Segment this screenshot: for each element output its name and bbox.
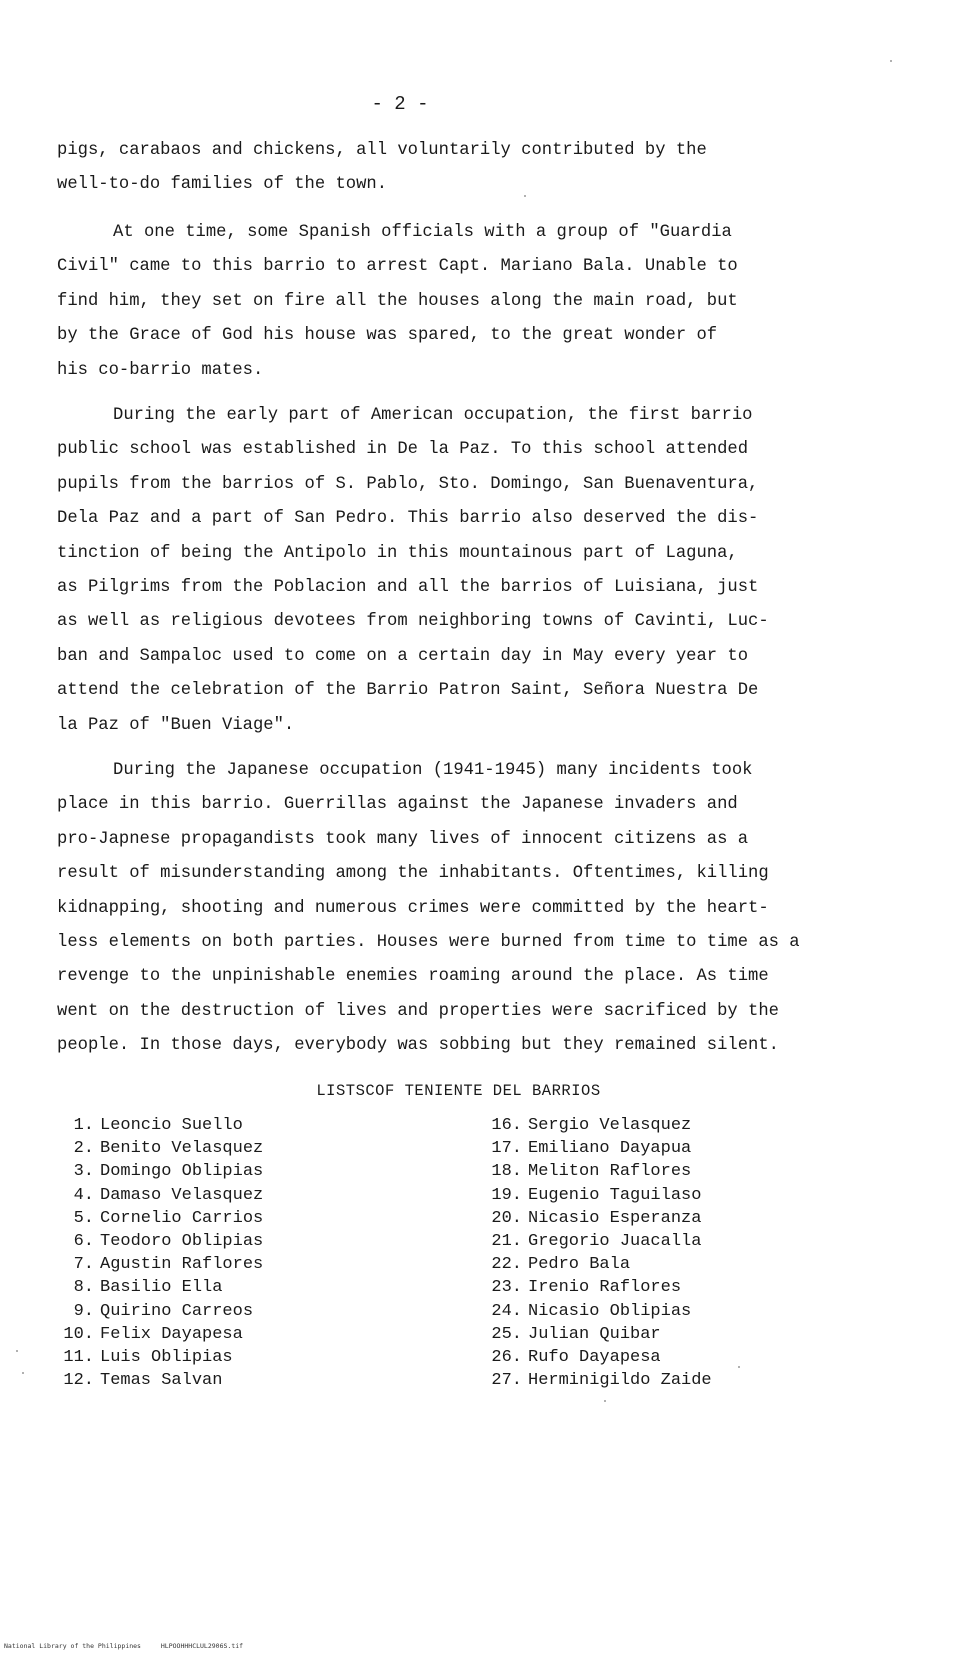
- text-line: attend the celebration of the Barrio Patron Saint, Señora Nuestra De: [57, 681, 759, 701]
- list-item: [478, 1114, 712, 1137]
- text-line: well-to-do families of the town.: [57, 175, 388, 195]
- text-line: During the early part of American occupation, the first barrio: [113, 406, 753, 425]
- list-item: [478, 1230, 712, 1253]
- list-item: [50, 1323, 263, 1346]
- item-name: Eugenio Taguilaso: [528, 1185, 702, 1205]
- item-number: 23.: [491, 1278, 522, 1298]
- text-line: kidnapping, shooting and numerous crimes were committed by the heart-: [57, 898, 769, 918]
- item-number: 27.: [491, 1371, 522, 1391]
- scan-footer: [4, 1642, 243, 1650]
- item-name: Luis Oblipias: [100, 1348, 233, 1368]
- list-item: [50, 1253, 263, 1276]
- list-item: [478, 1137, 712, 1160]
- item-number: 11.: [63, 1348, 94, 1368]
- item-number: 20.: [491, 1208, 522, 1228]
- item-name: Pedro Bala: [528, 1255, 631, 1275]
- list-item: [50, 1137, 263, 1160]
- list-item: [50, 1114, 263, 1137]
- list-title: LISTSCOF TENIENTE DEL BARRIOS: [316, 1082, 601, 1100]
- item-name: Damaso Velasquez: [100, 1185, 264, 1205]
- text-line: people. In those days, everybody was sobbing but they remained silent.: [57, 1036, 779, 1056]
- page-number: - 2 -: [371, 93, 429, 115]
- list-item: [50, 1160, 263, 1183]
- list-item: [50, 1300, 263, 1323]
- list-item: [50, 1369, 263, 1392]
- item-name: Nicasio Oblipias: [528, 1301, 692, 1321]
- item-name: Julian Quibar: [528, 1324, 661, 1344]
- scan-speck: [604, 1400, 606, 1402]
- item-number: 2.: [73, 1139, 94, 1159]
- item-name: Cornelio Carrios: [100, 1208, 264, 1228]
- item-number: 21.: [491, 1232, 522, 1252]
- text-line: his co-barrio mates.: [57, 360, 264, 380]
- item-number: 24.: [491, 1301, 522, 1321]
- list-item: [50, 1230, 263, 1253]
- text-line: as well as religious devotees from neighboring towns of Cavinti, Luc-: [57, 612, 769, 632]
- text-line: by the Grace of God his house was spared, to the great wonder of: [57, 326, 718, 346]
- item-number: 4.: [73, 1185, 94, 1205]
- item-number: 16.: [491, 1116, 522, 1135]
- item-name: Quirino Carreos: [100, 1301, 254, 1321]
- item-name: Emiliano Dayapua: [528, 1139, 692, 1159]
- item-name: Nicasio Esperanza: [528, 1208, 702, 1228]
- item-number: 3.: [73, 1162, 94, 1182]
- text-line: revenge to the unpinishable enemies roaming around the place. As time: [57, 967, 769, 987]
- text-line: During the Japanese occupation (1941-1945) many incidents took: [113, 761, 753, 780]
- text-line: as Pilgrims from the Poblacion and all the barrios of Luisiana, just: [57, 578, 759, 598]
- item-name: Temas Salvan: [100, 1371, 223, 1391]
- item-name: Basilio Ella: [100, 1278, 223, 1298]
- text-line: ban and Sampaloc used to come on a certain day in May every year to: [57, 646, 749, 666]
- text-line: went on the destruction of lives and properties were sacrificed by the: [57, 1001, 779, 1021]
- text-line: public school was established in De la Paz. To this school attended: [57, 440, 749, 460]
- item-name: Meliton Raflores: [528, 1162, 692, 1182]
- text-line: la Paz of "Buen Viage".: [57, 715, 295, 735]
- list-item: [478, 1160, 712, 1183]
- item-number: 7.: [73, 1255, 94, 1275]
- text-line: pigs, carabaos and chickens, all voluntarily contributed by the: [57, 141, 707, 160]
- scan-speck: [524, 195, 526, 197]
- item-number: 18.: [491, 1162, 522, 1182]
- item-number: 1.: [73, 1116, 94, 1135]
- list-item: [478, 1253, 712, 1276]
- text-line: find him, they set on fire all the houses along the main road, but: [57, 291, 738, 311]
- item-number: 19.: [491, 1185, 522, 1205]
- scan-speck: [22, 1372, 24, 1374]
- teniente-list-right: [478, 1114, 712, 1392]
- paragraph-4: [57, 754, 897, 1064]
- footer-library: National Library of the Philippines: [4, 1642, 141, 1650]
- text-line: Dela Paz and a part of San Pedro. This barrio also deserved the dis-: [57, 509, 759, 529]
- scan-speck: [738, 1366, 740, 1368]
- item-name: Domingo Oblipias: [100, 1162, 264, 1182]
- scan-speck: [16, 1350, 18, 1352]
- item-number: 26.: [491, 1348, 522, 1368]
- item-name: Benito Velasquez: [100, 1139, 264, 1159]
- text-line: At one time, some Spanish officials with a group of "Guardia: [113, 223, 732, 242]
- item-number: 12.: [63, 1371, 94, 1391]
- item-number: 10.: [63, 1324, 94, 1344]
- item-number: 6.: [73, 1232, 94, 1252]
- item-name: Agustin Raflores: [100, 1255, 264, 1275]
- item-name: Rufo Dayapesa: [528, 1348, 661, 1368]
- footer-file: HLPOOHHHCLUL2906S.tif: [160, 1642, 244, 1650]
- paragraph-1: [57, 134, 897, 203]
- text-line: pupils from the barrios of S. Pablo, Sto. Domingo, San Buenaventura,: [57, 474, 759, 494]
- paragraph-3: [57, 399, 897, 743]
- item-number: 22.: [491, 1255, 522, 1275]
- item-name: Irenio Raflores: [528, 1278, 682, 1298]
- item-name: Herminigildo Zaide: [528, 1371, 712, 1391]
- list-item: [478, 1276, 712, 1299]
- text-line: less elements on both parties. Houses were burned from time to time as a: [57, 933, 800, 953]
- item-name: Sergio Velasquez: [528, 1116, 692, 1135]
- item-name: Gregorio Juacalla: [528, 1232, 702, 1252]
- list-item: [50, 1276, 263, 1299]
- list-item: [50, 1207, 263, 1230]
- list-item: [478, 1300, 712, 1323]
- scan-speck: [890, 60, 892, 62]
- list-item: [478, 1184, 712, 1207]
- list-item: [478, 1346, 712, 1369]
- item-name: Felix Dayapesa: [100, 1324, 243, 1344]
- text-line: result of misunderstanding among the inhabitants. Oftentimes, killing: [57, 864, 769, 884]
- text-line: Civil" came to this barrio to arrest Capt. Mariano Bala. Unable to: [57, 257, 738, 277]
- item-name: Leoncio Suello: [100, 1116, 243, 1135]
- text-line: tinction of being the Antipolo in this mountainous part of Laguna,: [57, 543, 738, 563]
- paragraph-2: [57, 216, 897, 388]
- item-number: 9.: [73, 1301, 94, 1321]
- list-item: [50, 1346, 263, 1369]
- item-number: 25.: [491, 1324, 522, 1344]
- item-number: 17.: [491, 1139, 522, 1159]
- text-line: pro-Japnese propagandists took many lives of innocent citizens as a: [57, 829, 749, 849]
- text-line: place in this barrio. Guerrillas against the Japanese invaders and: [57, 795, 738, 815]
- item-number: 5.: [73, 1208, 94, 1228]
- list-item: [478, 1369, 712, 1392]
- item-number: 8.: [73, 1278, 94, 1298]
- item-name: Teodoro Oblipias: [100, 1232, 264, 1252]
- list-item: [478, 1207, 712, 1230]
- teniente-list-left: [50, 1114, 263, 1392]
- list-item: [50, 1184, 263, 1207]
- list-item: [478, 1323, 712, 1346]
